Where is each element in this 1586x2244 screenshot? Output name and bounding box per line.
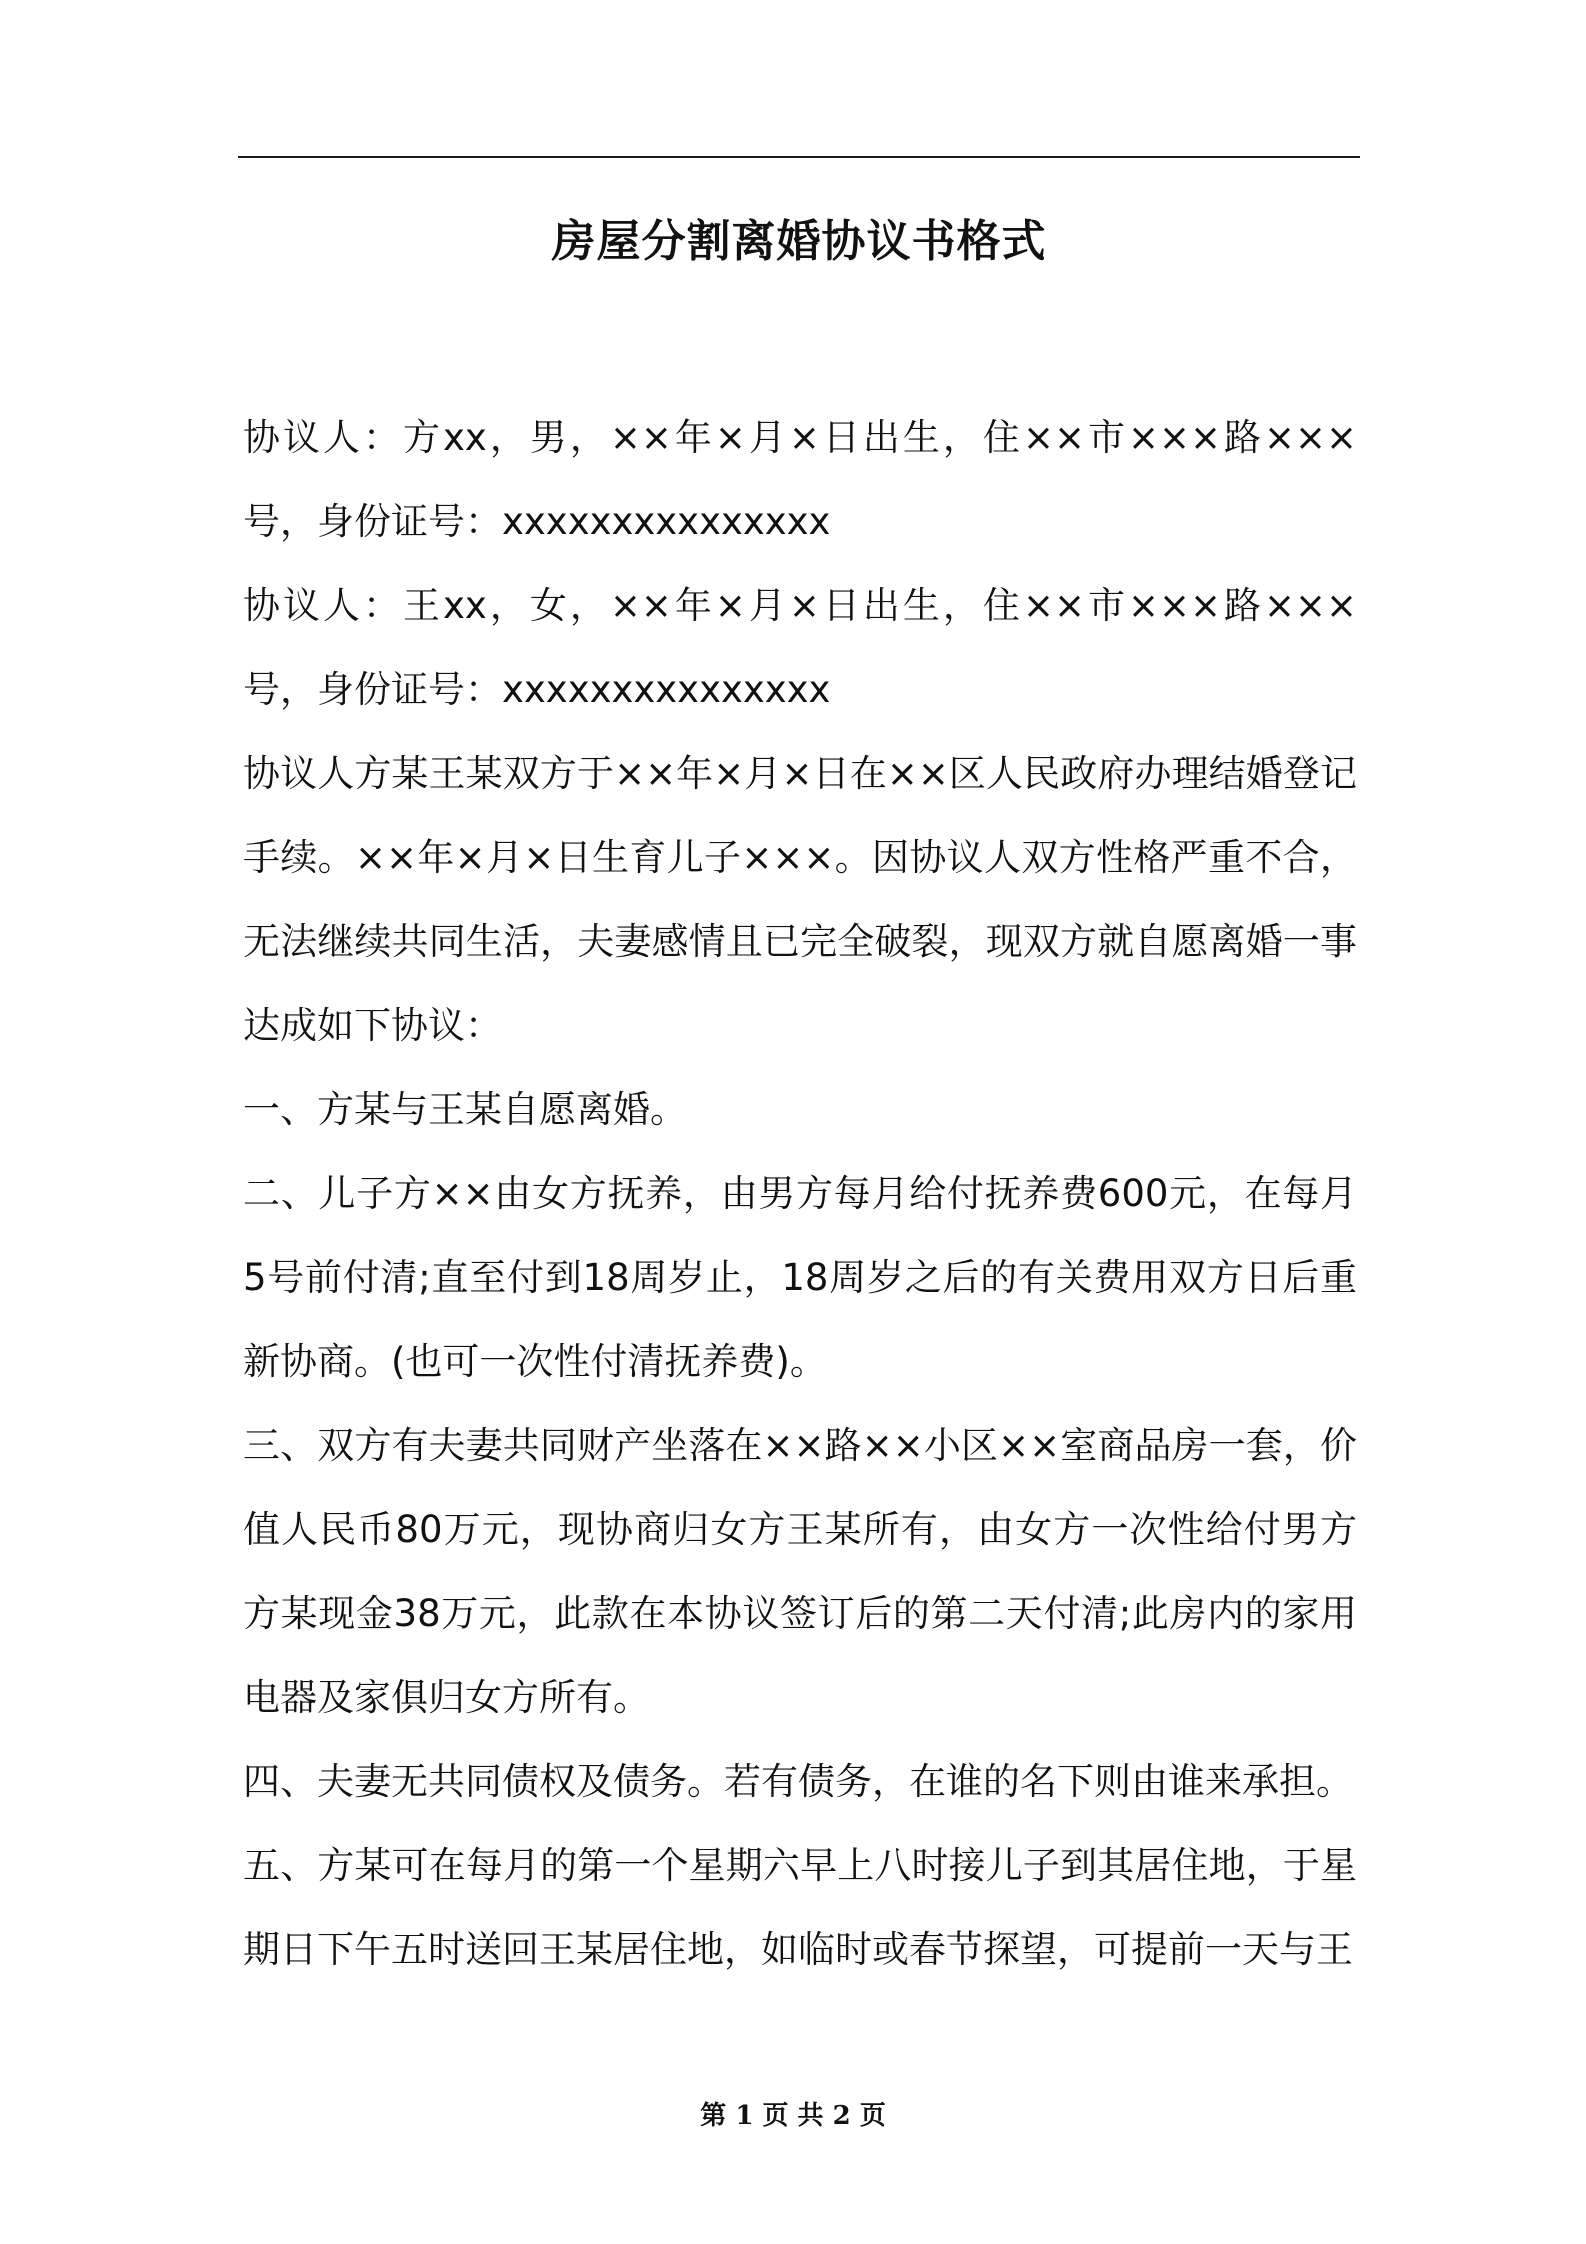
background-paragraph: 协议人方某王某双方于××年×月×日在××区人民政府办理结婚登记手续。××年×月×日生育儿子×××。因协议人双方性格严重不合，无法继续共同生活，夫妻感情且已完全破裂，现双方就自愿离婚一事达成如下协议： (243, 752, 1357, 1047)
document-title: 房屋分割离婚协议书格式 (551, 216, 1047, 267)
party-a-paragraph: 协议人：方xx，男，××年×月×日出生，住××市×××路×××号，身份证号：xxxxxxxxxxxxxxx (243, 416, 1357, 543)
party-b-paragraph: 协议人：王xx，女，××年×月×日出生，住××市×××路×××号，身份证号：xxxxxxxxxxxxxxx (243, 584, 1357, 711)
clause-4: 四、夫妻无共同债权及债务。若有债务，在谁的名下则由谁来承担。 (243, 1760, 1353, 1803)
header-divider (238, 156, 1360, 158)
document-body (243, 396, 1357, 1992)
clause-3: 三、双方有夫妻共同财产坐落在××路××小区××室商品房一套，价值人民币80万元，现协商归女方王某所有，由女方一次性给付男方方某现金38万元，此款在本协议签订后的第二天付清;此房内的家用电器及家俱归女方所有。 (243, 1424, 1357, 1719)
clause-2: 二、儿子方××由女方抚养，由男方每月给付抚养费600元，在每月5号前付清;直至付到18周岁止，18周岁之后的有关费用双方日后重新协商。(也可一次性付清抚养费)。 (243, 1172, 1357, 1383)
clause-5: 五、方某可在每月的第一个星期六早上八时接儿子到其居住地，于星期日下午五时送回王某居住地，如临时或春节探望，可提前一天与王 (243, 1844, 1357, 1971)
clause-1: 一、方某与王某自愿离婚。 (243, 1088, 687, 1131)
page-number-footer: 第 1 页 共 2 页 (700, 2101, 886, 2131)
